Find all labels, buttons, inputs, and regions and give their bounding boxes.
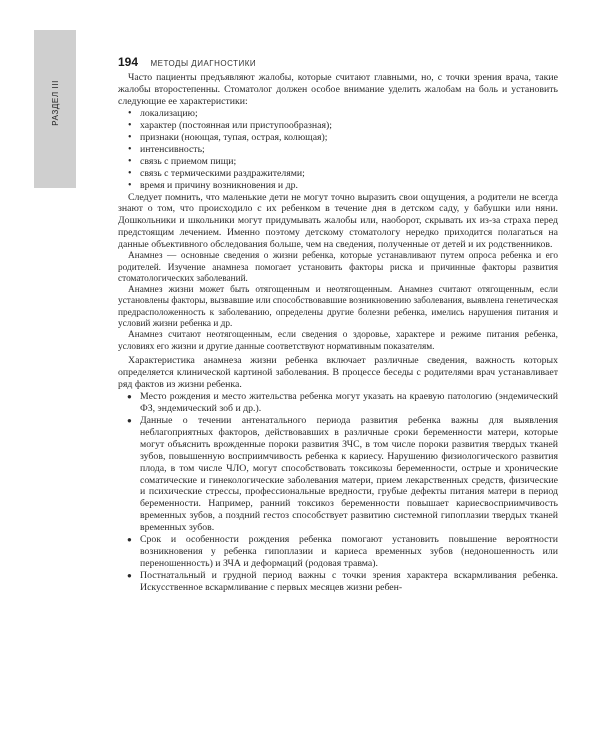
page-header: [118, 53, 558, 69]
list-item: • характер (постоянная или приступообразная);: [140, 120, 558, 132]
list-item: • интенсивность;: [140, 144, 558, 156]
characteristics-paragraph: Характеристика анамнеза жизни ребенка включает различные сведения, важность которых определяется клинической картиной заболевания. В процессе беседы с родителями врач устанавливает ряд фактов из жизни ребенка.: [118, 354, 558, 390]
list-item: ● Данные о течении антенатального периода развития ребенка важны для выявления неблагоприятных факторов, действовавших в различные сроки беременности матери, которые могут объяснить врожденные пороки развития ЗЧС, в том числе пороки развития твердых тканей зубов, повышенную восприимчивость ребенка к кариесу. Нарушению физиологического развития плода, в том числе ЧЛО, могут способствовать токсикозы беременности, острые и хронические соматические и гинекологические заболевания матери, прием лекарственных средств, физические и психические стрессы, профессиональные вредности, грубые дефекты питания матери в период беременности. Например, ранний токсикоз беременности повышает кариесвосприимчивость временных зубов, а поздний гестоз способствует развитию системной гипоплазии твердых тканей временных зубов.: [140, 415, 558, 535]
list-item: • время и причину возникновения и др.: [140, 180, 558, 192]
page-number: 194: [118, 55, 139, 69]
section-tab: [34, 30, 76, 188]
burdened-anamnesis-paragraph: Анамнез жизни может быть отягощенным и неотягощенным. Анамнез считают отягощенным, если установлены факторы, вызвавшие или способствовавшие возникновению заболевания, выявлена генетическая предрасположенность к заболеванию, определены другие болезни ребенка, имелись нарушения питания и условий жизни ребенка и др.: [118, 285, 558, 330]
intro-paragraph: Часто пациенты предъявляют жалобы, которые считают главными, но, с точки зрения врача, такие жалобы второстепенны. Стоматолог должен особое внимание уделить жалобам на боль и установить следующие ее характеристики:: [118, 72, 558, 107]
page-body: [118, 72, 558, 594]
unburdened-anamnesis-paragraph: Анамнез считают неотягощенным, если сведения о здоровье, характере и режиме питания ребенка, условиях его жизни и другие данные соответствуют нормативным показателям.: [118, 330, 558, 352]
section-tab-label: РАЗДЕЛ III: [50, 80, 60, 126]
pain-characteristics-list: [118, 108, 558, 192]
facts-list: [118, 391, 558, 594]
list-item: ● Постнатальный и грудной период важны с точки зрения характера вскармливания ребенка. Искусственное вскармливание с первых месяцев жизни ребен-: [140, 570, 558, 594]
list-item: ● Срок и особенности рождения ребенка помогают установить повышение вероятности возникновения у ребенка гипоплазии и кариеса временных зубов (недоношенность или переношенность) и ЗЧА и деформаций (родовая травма).: [140, 534, 558, 570]
list-item: • связь с термическими раздражителями;: [140, 168, 558, 180]
anamnesis-definition-paragraph: Анамнез — основные сведения о жизни ребенка, которые устанавливают путем опроса ребенка и его родителей. Изучение анамнеза помогает установить факторы риска и причинные факторы развития стоматологических заболеваний.: [118, 251, 558, 284]
section-title: МЕТОДЫ ДИАГНОСТИКИ: [150, 59, 257, 68]
list-item: • локализацию;: [140, 108, 558, 120]
list-item: ● Место рождения и место жительства ребенка могут указать на краевую патологию (эндемический ФЗ, эндемический зоб и др.).: [140, 391, 558, 415]
list-item: • признаки (ноющая, тупая, острая, колющая);: [140, 132, 558, 144]
list-item: • связь с приемом пищи;: [140, 156, 558, 168]
children-paragraph: Следует помнить, что маленькие дети не могут точно выразить свои ощущения, а родители не всегда знают о том, что происходило с их ребенком в течение дня в детском саду, у бабушки или няни. Дошкольники и школьники могут придумывать жалобы или, наоборот, скрывать их из-за страха перед предстоящим лечением. Именно поэтому детскому стоматологу нередко приходится полагаться на данные объективного обследования больше, чем на сведения, полученные от детей и их родственников.: [118, 191, 558, 251]
